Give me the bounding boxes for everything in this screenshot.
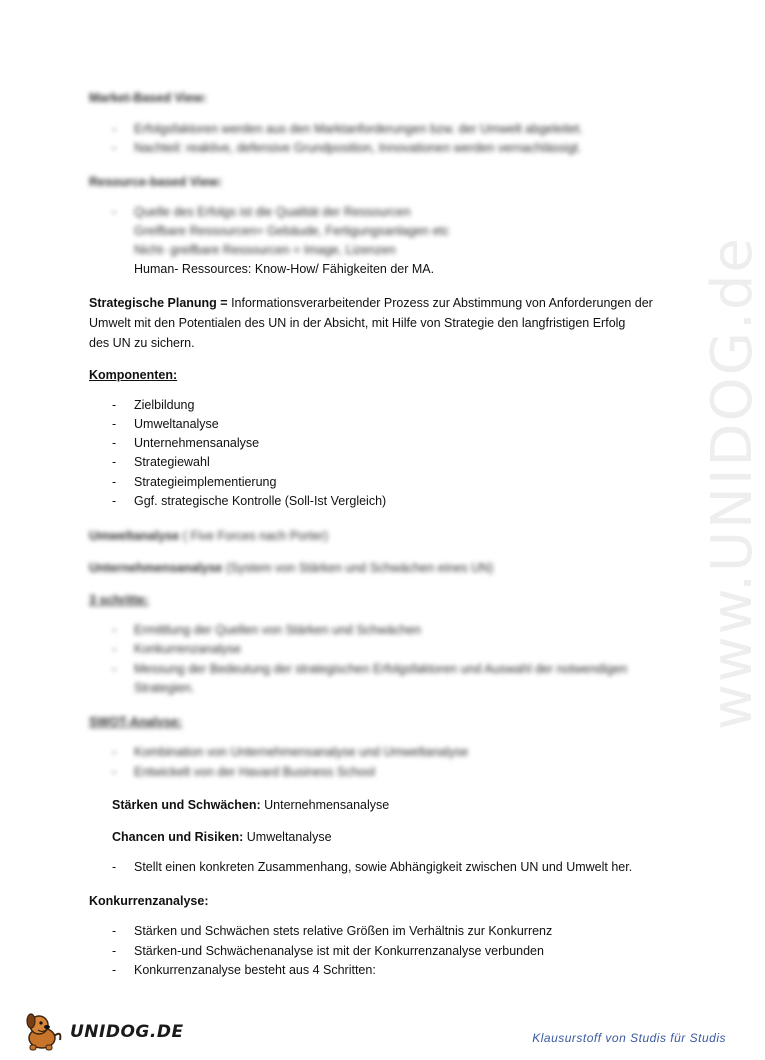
list-item: Zielbildung	[134, 398, 195, 412]
bullet-dash: -	[112, 475, 117, 489]
list-item: Stärken und Schwächen stets relative Größen im Verhältnis zur Konkurrenz	[134, 924, 553, 938]
bullet-dash: -	[112, 455, 117, 469]
umweltanalyse-note: ( Five Forces nach Porter)	[182, 529, 328, 543]
list-item: Umweltanalyse	[134, 417, 219, 431]
bullet-dash: -	[112, 623, 117, 637]
list-item: Messung der Bedeutung der strategischen Erfolgsfaktoren und Auswahl der notwendigen	[134, 662, 628, 676]
schritte-heading: 3 schritte:	[89, 593, 149, 607]
bullet-dash: -	[112, 122, 117, 136]
zusammenhang-item: Stellt einen konkreten Zusammenhang, sowie Abhängigkeit zwischen UN und Umwelt her.	[134, 860, 633, 874]
chancen-label: Chancen und Risiken:	[112, 830, 244, 844]
watermark-text: www.UNIDOG.de	[700, 236, 765, 730]
staerken-line	[112, 796, 389, 816]
bullet-dash: -	[112, 745, 117, 759]
list-item-continuation: Strategien.	[134, 681, 195, 695]
konkurrenz-heading: Konkurrenzanalyse:	[89, 894, 209, 908]
bullet-dash: -	[112, 494, 117, 508]
bullet-dash: -	[112, 765, 117, 779]
list-item: Nachteil: reaktive, defensive Grundposition, Innovationen werden vernachlässigt.	[134, 141, 582, 155]
bullet-dash: -	[112, 436, 117, 450]
strategic-planning-line-2: Umwelt mit den Potentialen des UN in der Absicht, mit Hilfe von Strategie den langfristigen Erfolg	[89, 316, 626, 330]
strategic-planning-line-1	[89, 294, 653, 314]
list-item-continuation: Nicht- greifbare Ressourcen = Image, Lizenzen	[134, 243, 396, 257]
list-item: Strategiewahl	[134, 455, 210, 469]
footer-tagline: Klausurstoff von Studis für Studis	[532, 1031, 726, 1045]
bullet-dash: -	[112, 924, 117, 938]
heading-resource-based-view: Resource-based View:	[89, 175, 223, 189]
staerken-value: Unternehmensanalyse	[264, 798, 390, 812]
bullet-dash: -	[112, 944, 117, 958]
strategic-planning-term: Strategische Planung =	[89, 296, 228, 310]
list-item: Kombination von Unternehmensanalyse und Umweltanalyse	[134, 745, 469, 759]
list-item: Unternehmensanalyse	[134, 436, 260, 450]
unternehmensanalyse-line	[89, 559, 493, 579]
list-item: Erfolgsfaktoren werden aus den Marktanforderungen bzw. der Umwelt abgeleitet.	[134, 122, 583, 136]
list-item: Entwickelt von der Havard Business School	[134, 765, 376, 779]
list-item: Konkurrenzanalyse besteht aus 4 Schritten:	[134, 963, 376, 977]
chancen-value: Umweltanalyse	[246, 830, 332, 844]
umweltanalyse-line	[89, 527, 328, 547]
list-item: Stärken-und Schwächenanalyse ist mit der Konkurrenzanalyse verbunden	[134, 944, 544, 958]
bullet-dash: -	[112, 398, 117, 412]
bullet-dash: -	[112, 662, 117, 676]
chancen-line	[112, 828, 332, 848]
heading-market-based-view: Market-Based View:	[89, 91, 207, 105]
komponenten-heading: Komponenten:	[89, 368, 178, 382]
human-resources-line: Human- Ressources: Know-How/ Fähigkeiten der MA.	[134, 262, 435, 276]
swot-heading: SWOT-Analyse:	[89, 715, 183, 729]
bullet-dash: -	[112, 205, 117, 219]
bullet-dash: -	[112, 141, 117, 155]
unternehmensanalyse-label: Unternehmensanalyse	[89, 561, 223, 575]
umweltanalyse-label: Umweltanalyse	[89, 529, 180, 543]
bullet-dash: -	[112, 963, 117, 977]
list-item: Ggf. strategische Kontrolle (Soll-Ist Vergleich)	[134, 494, 387, 508]
strategic-planning-line-3: des UN zu sichern.	[89, 336, 195, 350]
strategic-planning-text: Informationsverarbeitender Prozess zur Abstimmung von Anforderungen der	[231, 296, 653, 310]
dog-mascot-icon	[22, 1012, 68, 1052]
logo-text: UNIDOG.DE	[70, 1022, 184, 1042]
unternehmensanalyse-note: (System von Stärken und Schwächen eines UN)	[225, 561, 494, 575]
list-item: Ermittlung der Quellen von Stärken und Schwächen	[134, 623, 421, 637]
bullet-dash: -	[112, 642, 117, 656]
list-item-continuation: Greifbare Ressourcen= Gebäude, Fertigungsanlagen etc	[134, 224, 450, 238]
list-item: Quelle des Erfolgs ist die Qualität der Ressourcen	[134, 205, 411, 219]
bullet-dash: -	[112, 860, 117, 874]
bullet-dash: -	[112, 417, 117, 431]
list-item: Konkurrenzanalyse	[134, 642, 242, 656]
staerken-label: Stärken und Schwächen:	[112, 798, 261, 812]
list-item: Strategieimplementierung	[134, 475, 277, 489]
unidog-logo[interactable]	[22, 1012, 184, 1052]
